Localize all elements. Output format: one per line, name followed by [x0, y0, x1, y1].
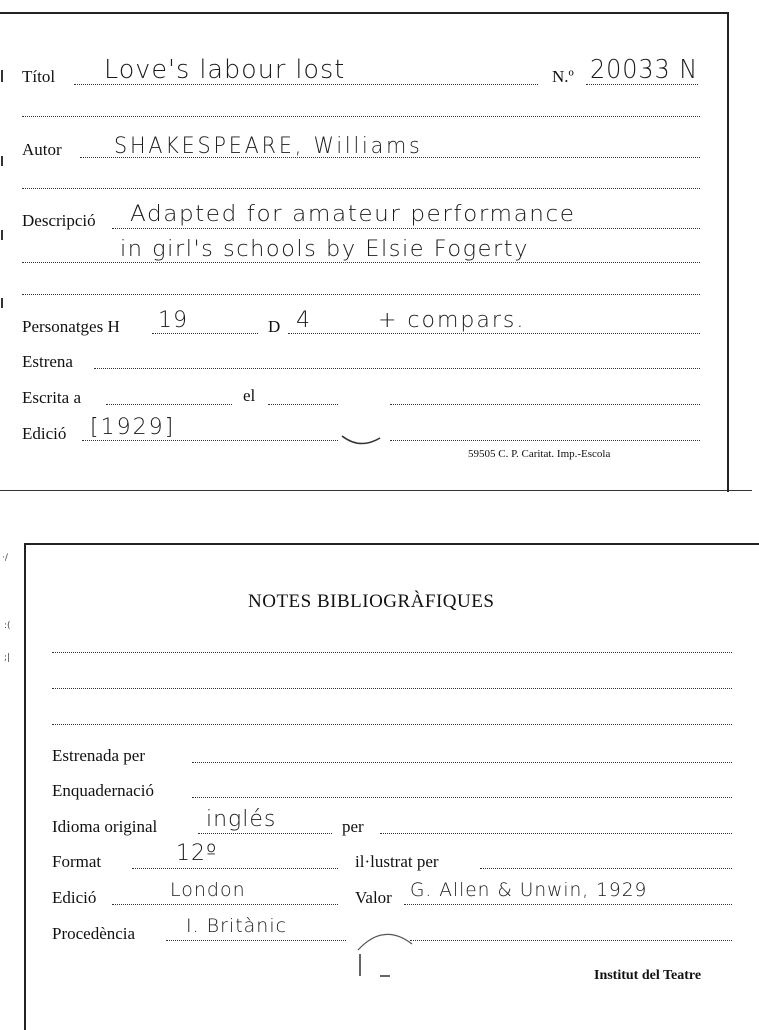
edge-mark	[0, 548, 24, 678]
procedencia-label: Procedència	[52, 924, 136, 943]
personatges-h-value: 19	[158, 308, 188, 333]
titol-value: Love's labour lost	[104, 55, 346, 85]
punch-hole-mark	[350, 920, 420, 982]
descripcio-value-1: Adapted for amateur performance	[130, 202, 576, 227]
format-label: Format	[52, 852, 102, 871]
edicio-label: Edició	[22, 424, 67, 443]
el-label: el	[243, 386, 256, 405]
notes-line-3	[52, 724, 732, 725]
format-value: 12º	[176, 841, 218, 866]
edicio-value: [1929]	[90, 415, 176, 440]
blank-line	[22, 188, 700, 189]
numero-label: N.º	[552, 67, 574, 86]
enquadernacio-label: Enquadernació	[52, 781, 154, 800]
escrita-line	[106, 404, 232, 405]
illustrat-line	[480, 868, 732, 869]
edicio2-value: London	[170, 879, 246, 901]
el-line	[268, 404, 338, 405]
format-line	[132, 868, 338, 869]
autor-value: SHAKESPEARE, Williams	[114, 134, 423, 159]
personatges-label: Personatges H	[22, 317, 120, 336]
institut-label: Institut del Teatre	[594, 968, 702, 983]
valor-label: Valor	[355, 888, 392, 907]
idioma-per-line	[380, 833, 732, 834]
estrena-label: Estrena	[22, 352, 73, 371]
procedencia-line	[166, 940, 346, 941]
printer-imprint: 59505 C. P. Caritat. Imp.-Escola	[468, 448, 611, 460]
edicio2-line	[112, 904, 338, 905]
svg-text:·/: ·/	[2, 553, 8, 563]
titol-label: Títol	[22, 67, 56, 86]
svg-text:;|: ;|	[4, 653, 11, 663]
d-label: D	[268, 317, 281, 336]
notes-line-2	[52, 688, 732, 689]
numero-value: 20033 N	[590, 55, 699, 85]
idioma-value: inglés	[206, 807, 277, 832]
personatges-d-value: 4	[296, 308, 311, 333]
estrenada-line	[192, 762, 732, 763]
edicio2-label: Edició	[52, 888, 97, 907]
blank-line	[22, 294, 700, 295]
punch-hole-mark	[338, 428, 384, 448]
personatges-extra: + compars.	[378, 308, 526, 333]
edicio-extra-line	[390, 440, 700, 441]
card-edge	[0, 490, 752, 491]
procedencia-extra-line	[410, 940, 732, 941]
estrena-line	[94, 368, 700, 369]
valor-value: G. Allen & Unwin, 1929	[410, 879, 648, 901]
idioma-per-label: per	[342, 817, 364, 836]
estrenada-label: Estrenada per	[52, 746, 145, 765]
descripcio-value-2: in girl's schools by Elsie Fogerty	[120, 237, 529, 262]
autor-label: Autor	[22, 140, 62, 159]
edge-mark	[0, 60, 8, 320]
notes-line-1	[52, 652, 732, 653]
escrita-label: Escrita a	[22, 388, 81, 407]
idioma-label: Idioma original	[52, 817, 158, 836]
enquadernacio-line	[192, 797, 732, 798]
svg-text::(: :(	[4, 621, 11, 631]
valor-line	[404, 904, 732, 905]
notes-heading: NOTES BIBLIOGRÀFIQUES	[248, 591, 495, 612]
escrita-extra-line	[390, 404, 700, 405]
blank-line	[22, 116, 700, 117]
illustrat-label: il·lustrat per	[355, 852, 439, 871]
descripcio-label: Descripció	[22, 211, 96, 230]
procedencia-value: I. Britànic	[186, 915, 288, 937]
